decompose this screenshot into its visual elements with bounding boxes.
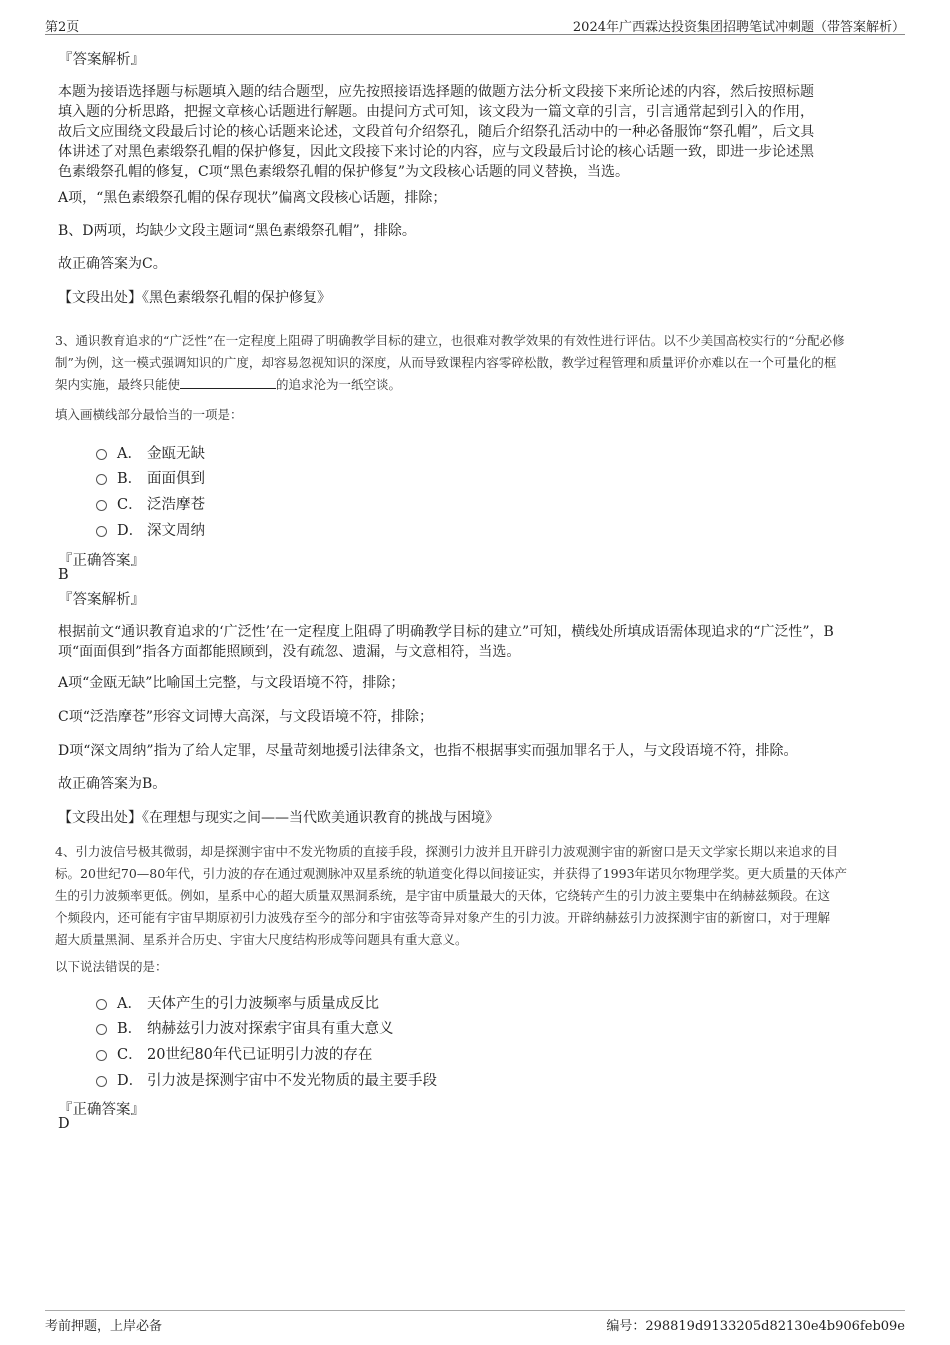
q3-stem-pre: 架内实施，最终只能使: [55, 377, 181, 392]
q4-option-d[interactable]: [96, 1068, 437, 1090]
q3-option-a[interactable]: [96, 441, 205, 463]
q4-option-a[interactable]: [96, 991, 379, 1013]
radio-icon[interactable]: [96, 999, 107, 1010]
q3-analysis-line: 项“面面俱到”指各方面都能照顾到，没有疏忽、遗漏，与文意相符，当选。: [58, 644, 521, 660]
q3-option-a-note: A项“金瓯无缺”比喻国土完整，与文段语境不符，排除；: [58, 675, 405, 691]
option-letter: D．: [117, 1072, 144, 1089]
page-header: [45, 14, 905, 35]
radio-icon[interactable]: [96, 500, 107, 511]
page-number: 第2页: [45, 20, 80, 35]
option-text: 纳赫兹引力波对探索宇宙具有重大意义: [147, 1020, 394, 1037]
q4-stem-line: 超大质量黑洞、星系并合历史、宇宙大尺度结构形成等问题具有重大意义。: [55, 932, 468, 947]
q4-prompt: 以下说法错误的是：: [55, 959, 168, 974]
option-text: 面面俱到: [147, 470, 205, 487]
q2-analysis-line: 体讲述了对黑色素缎祭孔帽的保护修复，因此文段接下来讨论的内容，应与文段最后讨论的核心话题一致，即进一步论述黑: [58, 144, 814, 160]
q3-option-d[interactable]: [96, 518, 205, 540]
q2-analysis-line: 色素缎祭孔帽的修复，C项“黑色素缎祭孔帽的保护修复”为文段核心话题的同义替换，当选。: [58, 164, 630, 180]
page-footer: [45, 1310, 905, 1334]
q2-source: 【文段出处】《黑色素缎祭孔帽的保护修复》: [58, 290, 331, 306]
option-letter: C．: [117, 496, 143, 513]
option-text: 泛浩摩苍: [147, 496, 205, 513]
option-letter: C．: [117, 1046, 143, 1063]
q4-stem: [55, 841, 847, 951]
q4-stem-line: 4、引力波信号极其微弱，却是探测宇宙中不发光物质的直接手段，探测引力波并且开辟引力波观测宇宙的新窗口是天文学家长期以来追求的目: [55, 844, 838, 859]
q3-stem-line: [55, 374, 845, 396]
q3-stem: [55, 330, 845, 396]
q2-conclusion: 故正确答案为C。: [58, 256, 167, 272]
q3-correct-label: 『正确答案』: [58, 553, 145, 569]
q2-analysis: [58, 82, 814, 182]
radio-icon[interactable]: [96, 1076, 107, 1087]
q3-option-b[interactable]: [96, 466, 205, 488]
q3-stem-line: 3、通识教育追求的“广泛性”在一定程度上阻碍了明确教学目标的建立，也很难对教学效果的有效性进行评估。以不少美国高校实行的“分配必修: [55, 333, 845, 348]
radio-icon[interactable]: [96, 474, 107, 485]
option-letter: D．: [117, 522, 144, 539]
q3-prompt: 填入画横线部分最恰当的一项是：: [55, 407, 243, 422]
q3-correct-answer: B: [58, 567, 69, 583]
q4-stem-line: 个频段内，还可能有宇宙早期原初引力波残存至今的部分和宇宙弦等奇异对象产生的引力波。开辟纳赫兹引力波探测宇宙的新窗口，对于理解: [55, 910, 831, 925]
option-letter: B．: [117, 1020, 143, 1037]
q4-option-c[interactable]: [96, 1042, 372, 1064]
q3-option-c-note: C项“泛浩摩苍”形容文词博大高深，与文段语境不符，排除；: [58, 709, 434, 725]
option-letter: A．: [117, 995, 142, 1012]
document-id: 编号：298819d9133205d82130e4b906feb09e: [606, 1319, 905, 1334]
radio-icon[interactable]: [96, 526, 107, 537]
q4-option-b[interactable]: [96, 1016, 394, 1038]
option-text: 深文周纳: [147, 522, 205, 539]
option-letter: A．: [117, 445, 142, 462]
q3-stem-post: 的追求沦为一纸空谈。: [276, 377, 402, 392]
q3-analysis-line: 根据前文“通识教育追求的‘广泛性’在一定程度上阻碍了明确教学目标的建立”可知，横线处所填成语需体现追求的“广泛性”，B: [58, 624, 834, 640]
radio-icon[interactable]: [96, 1024, 107, 1035]
option-letter: B．: [117, 470, 143, 487]
q2-analysis-label: 『答案解析』: [58, 52, 145, 68]
q3-source: 【文段出处】《在理想与现实之间——当代欧美通识教育的挑战与困境》: [58, 810, 499, 826]
q4-stem-line: 生的引力波频率更低。例如，星系中心的超大质量双黑洞系统，是宇宙中质量最大的天体，它绕转产生的引力波主要集中在纳赫兹频段。在这: [55, 888, 831, 903]
q2-option-a-note: A项，“黑色素缎祭孔帽的保存现状”偏离文段核心话题，排除；: [58, 190, 447, 206]
q2-option-bd-note: B、D两项，均缺少文段主题词“黑色素缎祭孔帽”，排除。: [58, 223, 416, 239]
option-text: 引力波是探测宇宙中不发光物质的最主要手段: [147, 1072, 437, 1089]
radio-icon[interactable]: [96, 1050, 107, 1061]
option-text: 天体产生的引力波频率与质量成反比: [147, 995, 379, 1012]
option-text: 20世纪80年代已证明引力波的存在: [147, 1046, 373, 1063]
q3-option-c[interactable]: [96, 492, 205, 514]
q2-analysis-line: 填入题的分析思路，把握文章核心话题进行解题。由提问方式可知，该文段为一篇文章的引言，引言通常起到引入的作用，: [58, 104, 814, 120]
q2-analysis-line: 本题为接语选择题与标题填入题的结合题型，应先按照接语选择题的做题方法分析文段接下来所论述的内容，然后按照标题: [58, 84, 814, 100]
radio-icon[interactable]: [96, 449, 107, 460]
q3-conclusion: 故正确答案为B。: [58, 776, 167, 792]
q4-correct-answer: D: [58, 1116, 70, 1132]
q3-option-d-note: D项“深文周纳”指为了给人定罪，尽量苛刻地援引法律条文，也指不根据事实而强加罪名于人，与文段语境不符，排除。: [58, 743, 798, 759]
document-title: 2024年广西霖达投资集团招聘笔试冲刺题（带答案解析）: [572, 20, 905, 35]
q3-analysis-label: 『答案解析』: [58, 592, 145, 608]
q3-analysis: [58, 622, 834, 662]
q2-analysis-line: 故后文应围绕文段最后讨论的核心话题来论述，文段首句介绍祭孔，随后介绍祭孔活动中的一种必备服饰“祭孔帽”，后文具: [58, 124, 815, 140]
q4-stem-line: 标。20世纪70—80年代，引力波的存在通过观测脉冲双星系统的轨道变化得以间接证实，并获得了1993年诺贝尔物理学奖。更大质量的天体产: [55, 866, 848, 881]
footer-slogan: 考前押题，上岸必备: [45, 1319, 163, 1334]
q3-stem-line: 制”为例，这一模式强调知识的广度，却容易忽视知识的深度，从而导致课程内容零碎松散，教学过程管理和质量评价亦难以在一个可量化的框: [55, 355, 837, 370]
option-text: 金瓯无缺: [147, 445, 205, 462]
fill-blank: [180, 376, 276, 389]
q4-correct-label: 『正确答案』: [58, 1102, 145, 1118]
